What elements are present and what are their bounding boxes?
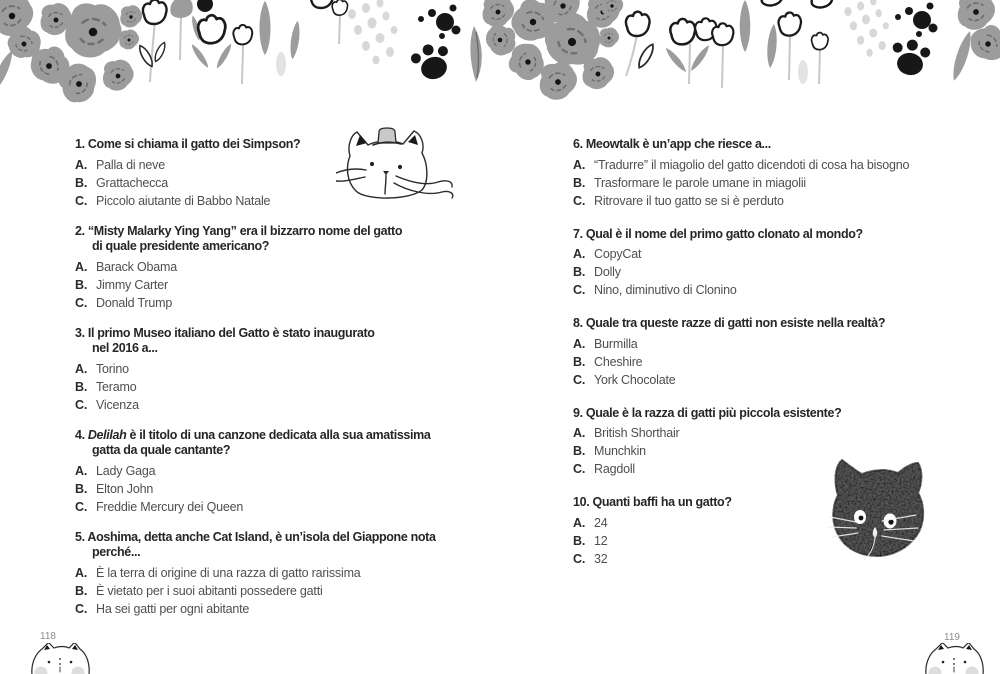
- option-letter: A.: [75, 157, 88, 172]
- rose-cluster-right: [949, 0, 1000, 82]
- option-text: Vicenza: [96, 397, 139, 412]
- question-title: 7. Qual è il nome del primo gatto clonato al mondo?: [573, 226, 863, 241]
- question-options: [75, 564, 505, 618]
- question-options: [75, 258, 505, 312]
- option-text: Lady Gaga: [96, 463, 156, 478]
- question-option: [75, 480, 505, 498]
- question-options: [573, 156, 1000, 210]
- option-text: Barack Obama: [96, 259, 177, 274]
- page-number-right: 119: [944, 632, 960, 643]
- left-page-questions: [75, 137, 505, 632]
- option-letter: B.: [573, 265, 586, 279]
- option-letter: C.: [75, 499, 88, 514]
- option-letter: C.: [75, 295, 88, 310]
- option-text: Dolly: [594, 265, 621, 279]
- question-options: [573, 335, 1000, 389]
- option-text: Teramo: [96, 379, 137, 394]
- question-option: [75, 462, 505, 480]
- option-letter: C.: [573, 193, 586, 208]
- question-option: [573, 424, 1000, 442]
- paw-prints-right: [888, 3, 937, 78]
- quiz-question: [573, 137, 1000, 210]
- question-option: [573, 353, 1000, 371]
- option-text: 32: [594, 551, 608, 566]
- option-text: Nino, diminutivo di Clonino: [594, 283, 737, 297]
- option-letter: B.: [75, 583, 88, 598]
- rose-cluster-left: [0, 0, 142, 109]
- question-title: 4. Delilah è il titolo di una canzone dedicata alla sua amatissima gatta da quale cantante?: [75, 427, 431, 457]
- question-option: [573, 550, 1000, 568]
- question-option: [75, 378, 505, 396]
- option-text: Elton John: [96, 481, 154, 496]
- question-options: [573, 245, 1000, 299]
- option-text: Cheshire: [594, 354, 643, 369]
- quiz-question: [573, 227, 1000, 300]
- option-letter: A.: [75, 361, 88, 376]
- option-letter: C.: [573, 372, 586, 387]
- option-text: British Shorthair: [594, 426, 680, 440]
- option-text: Freddie Mercury dei Queen: [96, 499, 244, 514]
- option-letter: B.: [75, 175, 88, 190]
- option-text: “Tradurre” il miagolio del gatto dicendoti di cosa ha bisogno: [594, 157, 910, 172]
- option-letter: C.: [573, 551, 586, 566]
- question-options: [573, 424, 1000, 478]
- option-text: Ragdoll: [594, 462, 635, 476]
- question-title: 6. Meowtalk è un’app che riesce a...: [573, 137, 771, 151]
- option-text: È la terra di origine di una razza di gatto rarissima: [96, 565, 361, 580]
- question-options: [75, 462, 505, 516]
- question-option: [75, 258, 505, 276]
- question-option: [573, 281, 1000, 299]
- quiz-question: [75, 530, 505, 618]
- question-title: 9. Quale è la razza di gatti più piccola esistente?: [573, 405, 842, 420]
- option-text: Jimmy Carter: [96, 277, 168, 292]
- question-options: [573, 514, 1000, 568]
- option-letter: A.: [75, 565, 88, 580]
- option-text: Donald Trump: [96, 295, 173, 310]
- quiz-question: [573, 495, 1000, 568]
- quiz-question: [573, 316, 1000, 389]
- question-title: 5. Aoshima, detta anche Cat Island, è un’isola del Giappone nota perché...: [75, 529, 436, 559]
- floral-border-illustration: [0, 0, 1000, 116]
- question-title: 1. Come si chiama il gatto dei Simpson?: [75, 137, 301, 151]
- page-number-left: 118: [40, 631, 56, 642]
- question-option: [75, 600, 505, 618]
- option-letter: A.: [75, 463, 88, 478]
- paw-prints-left: [408, 5, 460, 84]
- question-option: [573, 460, 1000, 478]
- question-option: [573, 514, 1000, 532]
- option-letter: B.: [573, 444, 586, 458]
- option-text: Munchkin: [594, 444, 646, 458]
- option-text: Torino: [96, 361, 129, 376]
- option-letter: A.: [75, 259, 88, 274]
- option-letter: B.: [573, 533, 586, 548]
- option-letter: A.: [573, 515, 586, 530]
- quiz-question: [75, 428, 505, 516]
- option-letter: C.: [75, 601, 88, 616]
- option-text: Ha sei gatti per ogni abitante: [96, 601, 250, 616]
- question-option: [75, 174, 505, 192]
- quiz-question: [75, 137, 505, 210]
- question-option: [573, 532, 1000, 550]
- question-option: [573, 245, 1000, 263]
- option-text: Trasformare le parole umane in miagolii: [594, 175, 806, 190]
- option-letter: B.: [75, 277, 88, 292]
- option-letter: A.: [573, 336, 586, 351]
- option-text: Palla di neve: [96, 157, 165, 172]
- question-option: [75, 276, 505, 294]
- question-option: [573, 263, 1000, 281]
- question-option: [75, 498, 505, 516]
- question-option: [75, 156, 505, 174]
- option-text: È vietato per i suoi abitanti possedere gatti: [96, 583, 323, 598]
- question-option: [573, 442, 1000, 460]
- option-letter: A.: [573, 157, 586, 172]
- option-text: 12: [594, 533, 608, 548]
- option-text: Ritrovare il tuo gatto se si è perduto: [594, 193, 784, 208]
- light-dots-right: [844, 0, 889, 57]
- question-option: [573, 192, 1000, 210]
- tulip-group-right: [626, 0, 832, 88]
- question-option: [75, 564, 505, 582]
- option-letter: B.: [573, 354, 586, 369]
- option-letter: C.: [573, 462, 586, 476]
- question-option: [573, 335, 1000, 353]
- question-option: [75, 582, 505, 600]
- light-dots-left: [348, 0, 398, 65]
- corner-cat-left-illustration: [28, 643, 90, 674]
- question-title: 2. “Misty Malarky Ying Yang” era il bizzarro nome del gatto di quale presidente americano?: [75, 223, 403, 253]
- option-text: Burmilla: [594, 336, 638, 351]
- option-letter: C.: [573, 283, 586, 297]
- rose-cluster-center: [483, 0, 624, 100]
- question-option: [75, 294, 505, 312]
- question-option: [75, 192, 505, 210]
- question-options: [75, 360, 505, 414]
- option-text: Piccolo aiutante di Babbo Natale: [96, 193, 271, 208]
- option-text: Grattachecca: [96, 175, 168, 190]
- question-option: [75, 360, 505, 378]
- question-option: [573, 174, 1000, 192]
- option-letter: C.: [75, 397, 88, 412]
- question-option: [75, 396, 505, 414]
- quiz-question: [573, 406, 1000, 479]
- option-text: CopyCat: [594, 247, 642, 261]
- option-letter: A.: [573, 426, 586, 440]
- option-letter: B.: [75, 379, 88, 394]
- corner-cat-right-illustration: [922, 643, 984, 674]
- quiz-question: [75, 224, 505, 312]
- question-title: 10. Quanti baffi ha un gatto?: [573, 495, 732, 509]
- question-title: 3. Il primo Museo italiano del Gatto è stato inaugurato nel 2016 a...: [75, 325, 375, 355]
- right-page-questions: [573, 137, 1000, 585]
- curved-leaf-center: [470, 26, 481, 82]
- quiz-question: [75, 326, 505, 414]
- option-letter: B.: [75, 481, 88, 496]
- option-letter: A.: [573, 247, 586, 261]
- question-title: 8. Quale tra queste razze di gatti non esiste nella realtà?: [573, 316, 886, 330]
- question-option: [573, 156, 1000, 174]
- tulip-group-left: [137, 0, 348, 84]
- option-text: York Chocolate: [594, 372, 676, 387]
- option-text: 24: [594, 515, 608, 530]
- option-letter: C.: [75, 193, 88, 208]
- question-option: [573, 371, 1000, 389]
- question-options: [75, 156, 505, 210]
- option-letter: B.: [573, 175, 586, 190]
